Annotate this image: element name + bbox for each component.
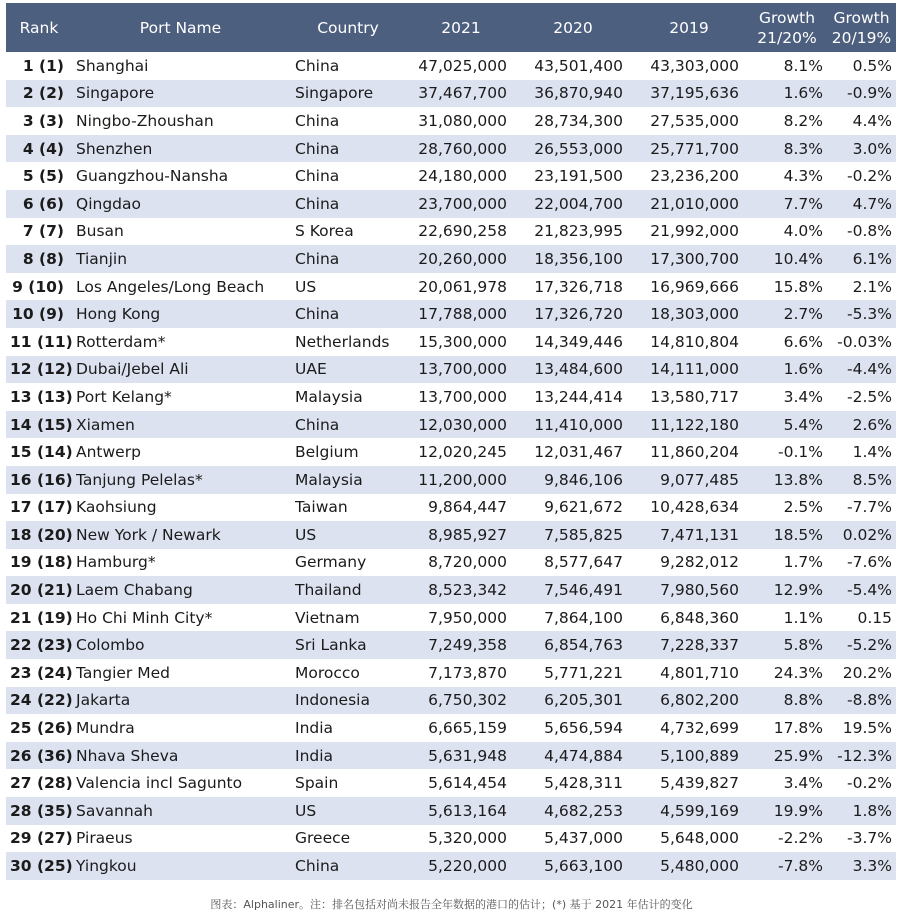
cell-growth-21-20: 12.9%: [773, 581, 823, 600]
cell-growth-20-19: -4.4%: [847, 360, 892, 379]
cell-2020: 18,356,100: [534, 249, 623, 268]
cell-2019: 4,801,710: [660, 663, 739, 682]
cell-growth-21-20: 8.3%: [783, 139, 823, 158]
cell-port-name: Port Kelang*: [76, 387, 172, 406]
table-row: [6, 135, 896, 163]
cell-2020: 17,326,720: [534, 305, 623, 324]
cell-port-name: Guangzhou-Nansha: [76, 167, 229, 186]
cell-growth-20-19: -0.9%: [847, 84, 892, 103]
cell-2019: 4,599,169: [660, 801, 739, 820]
cell-rank: 6 (6): [22, 194, 64, 213]
cell-rank: 9 (10): [12, 277, 64, 296]
cell-port-name: Colombo: [76, 636, 145, 655]
cell-growth-21-20: 15.8%: [773, 277, 823, 296]
cell-country: S Korea: [295, 222, 354, 241]
cell-port-name: Nhava Sheva: [76, 746, 179, 765]
cell-2021: 7,950,000: [428, 608, 507, 627]
cell-growth-20-19: 0.5%: [852, 56, 892, 75]
table-row: [6, 411, 896, 439]
cell-2020: 11,410,000: [534, 415, 623, 434]
cell-2020: 7,546,491: [544, 581, 623, 600]
table-row: [6, 631, 896, 659]
cell-rank: 26 (36): [10, 746, 73, 765]
cell-2019: 5,100,889: [660, 746, 739, 765]
header-growth-21-20: [747, 3, 827, 52]
cell-port-name: Ho Chi Minh City*: [76, 608, 213, 627]
cell-growth-21-20: 24.3%: [773, 663, 823, 682]
cell-2020: 9,621,672: [544, 498, 623, 517]
cell-2021: 20,061,978: [418, 277, 507, 296]
cell-2020: 4,474,884: [544, 746, 623, 765]
cell-growth-20-19: 2.1%: [852, 277, 892, 296]
cell-port-name: Jakarta: [76, 691, 131, 710]
cell-growth-21-20: 4.3%: [783, 167, 823, 186]
cell-port-name: Tangier Med: [76, 663, 170, 682]
header-growth-21-20-line2: 21/20%: [757, 28, 817, 47]
cell-rank: 16 (16): [10, 470, 73, 489]
cell-2019: 9,077,485: [660, 470, 739, 489]
cell-growth-20-19: 20.2%: [842, 663, 892, 682]
cell-growth-21-20: 3.4%: [783, 774, 823, 793]
cell-country: Greece: [295, 829, 351, 848]
cell-2019: 5,439,827: [660, 774, 739, 793]
cell-2020: 7,585,825: [544, 525, 623, 544]
table-body: [6, 52, 896, 880]
cell-port-name: Xiamen: [76, 415, 135, 434]
header-port-name: Port Name: [139, 18, 222, 37]
cell-growth-21-20: 3.4%: [783, 387, 823, 406]
cell-growth-20-19: 1.4%: [852, 443, 892, 462]
cell-country: China: [295, 139, 340, 158]
cell-2019: 11,860,204: [650, 443, 739, 462]
cell-growth-20-19: -8.8%: [847, 691, 892, 710]
table-row: [6, 852, 896, 880]
cell-2019: 9,282,012: [660, 553, 739, 572]
cell-port-name: Ningbo-Zhoushan: [76, 111, 214, 130]
cell-country: China: [295, 167, 340, 186]
cell-growth-20-19: 19.5%: [842, 719, 892, 738]
cell-growth-21-20: 18.5%: [773, 525, 823, 544]
header-2021: 2021: [441, 18, 481, 37]
cell-2021: 22,690,258: [418, 222, 507, 241]
cell-port-name: Piraeus: [76, 829, 133, 848]
cell-port-name: Qingdao: [76, 194, 141, 213]
cell-growth-21-20: 10.4%: [773, 249, 823, 268]
table-row: [6, 604, 896, 632]
cell-growth-20-19: -7.6%: [847, 553, 892, 572]
cell-2020: 13,244,414: [534, 387, 623, 406]
cell-growth-21-20: 7.7%: [783, 194, 823, 213]
cell-port-name: Laem Chabang: [76, 581, 193, 600]
cell-growth-20-19: -0.03%: [837, 332, 892, 351]
cell-growth-20-19: -2.5%: [847, 387, 892, 406]
cell-country: China: [295, 305, 340, 324]
cell-2021: 24,180,000: [418, 167, 507, 186]
cell-rank: 30 (25): [10, 857, 73, 876]
cell-2021: 37,467,700: [418, 84, 507, 103]
cell-port-name: Tianjin: [76, 249, 128, 268]
cell-growth-20-19: 8.5%: [852, 470, 892, 489]
header-row: [6, 3, 896, 52]
table-row: [6, 162, 896, 190]
cell-2020: 43,501,400: [534, 56, 623, 75]
cell-rank: 24 (22): [10, 691, 73, 710]
cell-2021: 6,750,302: [428, 691, 507, 710]
table-row: [6, 687, 896, 715]
table-row: [6, 300, 896, 328]
table-row: [6, 576, 896, 604]
cell-country: Sri Lanka: [295, 636, 367, 655]
cell-rank: 28 (35): [10, 801, 73, 820]
cell-port-name: New York / Newark: [76, 525, 221, 544]
cell-growth-20-19: -5.4%: [847, 581, 892, 600]
cell-2021: 20,260,000: [418, 249, 507, 268]
cell-2019: 7,228,337: [660, 636, 739, 655]
cell-growth-20-19: -0.8%: [847, 222, 892, 241]
cell-rank: 5 (5): [22, 167, 64, 186]
cell-2021: 28,760,000: [418, 139, 507, 158]
table-row: [6, 466, 896, 494]
cell-growth-21-20: 4.0%: [783, 222, 823, 241]
cell-2019: 21,992,000: [650, 222, 739, 241]
cell-growth-20-19: 0.02%: [842, 525, 892, 544]
cell-growth-21-20: 5.8%: [783, 636, 823, 655]
cell-2019: 10,428,634: [650, 498, 739, 517]
table-header: [6, 3, 896, 52]
cell-2019: 25,771,700: [650, 139, 739, 158]
table-row: [6, 825, 896, 853]
cell-growth-21-20: 19.9%: [773, 801, 823, 820]
table-row: [6, 245, 896, 273]
cell-2020: 28,734,300: [534, 111, 623, 130]
cell-country: China: [295, 111, 340, 130]
cell-2020: 7,864,100: [544, 608, 623, 627]
cell-2019: 7,471,131: [660, 525, 739, 544]
header-growth-20-19-line1: Growth: [833, 8, 890, 27]
cell-2020: 8,577,647: [544, 553, 623, 572]
table-row: [6, 521, 896, 549]
cell-growth-21-20: 13.8%: [773, 470, 823, 489]
cell-growth-21-20: 17.8%: [773, 719, 823, 738]
cell-2021: 6,665,159: [428, 719, 507, 738]
cell-2019: 7,980,560: [660, 581, 739, 600]
cell-2019: 6,848,360: [660, 608, 739, 627]
cell-port-name: Rotterdam*: [76, 332, 166, 351]
cell-rank: 25 (26): [10, 719, 73, 738]
cell-2021: 13,700,000: [418, 387, 507, 406]
cell-2020: 9,846,106: [544, 470, 623, 489]
cell-rank: 23 (24): [10, 663, 73, 682]
cell-2020: 5,663,100: [544, 857, 623, 876]
cell-2020: 12,031,467: [534, 443, 623, 462]
cell-2020: 22,004,700: [534, 194, 623, 213]
header-2019: 2019: [669, 18, 709, 37]
cell-2019: 43,303,000: [650, 56, 739, 75]
cell-2020: 13,484,600: [534, 360, 623, 379]
header-growth-20-19: [827, 3, 896, 52]
cell-rank: 21 (19): [10, 608, 73, 627]
cell-rank: 17 (17): [10, 498, 73, 517]
cell-2019: 13,580,717: [650, 387, 739, 406]
cell-2020: 21,823,995: [534, 222, 623, 241]
cell-growth-20-19: 4.4%: [852, 111, 892, 130]
header-country: Country: [317, 18, 379, 37]
cell-country: Indonesia: [295, 691, 370, 710]
cell-rank: 10 (9): [12, 305, 64, 324]
cell-growth-21-20: -0.1%: [778, 443, 823, 462]
cell-port-name: Hamburg*: [76, 553, 156, 572]
table-row: [6, 218, 896, 246]
cell-country: UAE: [295, 360, 327, 379]
cell-growth-20-19: 3.3%: [852, 857, 892, 876]
cell-rank: 3 (3): [22, 111, 64, 130]
cell-2019: 17,300,700: [650, 249, 739, 268]
cell-2020: 36,870,940: [534, 84, 623, 103]
cell-port-name: Yingkou: [76, 857, 137, 876]
cell-port-name: Los Angeles/Long Beach: [76, 277, 265, 296]
table-row: [6, 438, 896, 466]
cell-growth-20-19: 4.7%: [852, 194, 892, 213]
cell-port-name: Shanghai: [76, 56, 149, 75]
cell-2019: 27,535,000: [650, 111, 739, 130]
cell-rank: 4 (4): [22, 139, 64, 158]
table-row: [6, 742, 896, 770]
cell-rank: 8 (8): [22, 249, 64, 268]
cell-country: Malaysia: [295, 387, 363, 406]
cell-2020: 5,428,311: [544, 774, 623, 793]
cell-2019: 11,122,180: [650, 415, 739, 434]
cell-growth-20-19: 3.0%: [852, 139, 892, 158]
cell-port-name: Shenzhen: [76, 139, 153, 158]
port-ranking-table: [6, 3, 896, 880]
cell-growth-20-19: 2.6%: [852, 415, 892, 434]
cell-2020: 6,854,763: [544, 636, 623, 655]
cell-growth-21-20: 2.5%: [783, 498, 823, 517]
cell-growth-21-20: 1.1%: [783, 608, 823, 627]
cell-port-name: Savannah: [76, 801, 153, 820]
cell-growth-20-19: 6.1%: [852, 249, 892, 268]
cell-2021: 12,020,245: [418, 443, 507, 462]
cell-country: Netherlands: [295, 332, 390, 351]
cell-2021: 31,080,000: [418, 111, 507, 130]
cell-2019: 14,810,804: [650, 332, 739, 351]
cell-2021: 5,631,948: [428, 746, 507, 765]
cell-2020: 4,682,253: [544, 801, 623, 820]
cell-rank: 2 (2): [22, 84, 64, 103]
cell-growth-21-20: 6.6%: [783, 332, 823, 351]
cell-2019: 14,111,000: [650, 360, 739, 379]
cell-rank: 13 (13): [10, 387, 73, 406]
cell-2019: 23,236,200: [650, 167, 739, 186]
cell-2021: 8,720,000: [428, 553, 507, 572]
cell-2020: 23,191,500: [534, 167, 623, 186]
cell-growth-21-20: 1.7%: [783, 553, 823, 572]
cell-country: Belgium: [295, 443, 359, 462]
cell-2020: 5,771,221: [544, 663, 623, 682]
cell-rank: 7 (7): [22, 222, 64, 241]
cell-2020: 17,326,718: [534, 277, 623, 296]
header-growth-20-19-line2: 20/19%: [831, 28, 892, 47]
cell-port-name: Dubai/Jebel Ali: [76, 360, 189, 379]
table-row: [6, 80, 896, 108]
cell-country: US: [295, 277, 317, 296]
cell-2019: 37,195,636: [650, 84, 739, 103]
cell-2019: 5,648,000: [660, 829, 739, 848]
cell-country: Singapore: [295, 84, 374, 103]
table-row: [6, 52, 896, 80]
cell-country: Spain: [295, 774, 339, 793]
cell-growth-21-20: 8.2%: [783, 111, 823, 130]
cell-country: US: [295, 801, 317, 820]
cell-port-name: Hong Kong: [76, 305, 161, 324]
table-row: [6, 797, 896, 825]
table-row: [6, 769, 896, 797]
cell-country: China: [295, 249, 340, 268]
cell-2019: 21,010,000: [650, 194, 739, 213]
cell-2019: 18,303,000: [650, 305, 739, 324]
cell-rank: 15 (14): [10, 443, 73, 462]
cell-growth-20-19: -5.2%: [847, 636, 892, 655]
cell-2021: 11,200,000: [418, 470, 507, 489]
cell-rank: 18 (20): [10, 525, 73, 544]
cell-rank: 1 (1): [22, 56, 64, 75]
cell-2021: 13,700,000: [418, 360, 507, 379]
cell-growth-21-20: -7.8%: [778, 857, 823, 876]
cell-rank: 20 (21): [10, 581, 73, 600]
cell-growth-21-20: 2.7%: [783, 305, 823, 324]
cell-2021: 15,300,000: [418, 332, 507, 351]
cell-country: India: [295, 746, 334, 765]
cell-rank: 22 (23): [10, 636, 73, 655]
cell-country: Germany: [295, 553, 367, 572]
table-row: [6, 273, 896, 301]
cell-2021: 5,320,000: [428, 829, 507, 848]
cell-2020: 5,437,000: [544, 829, 623, 848]
cell-2021: 9,864,447: [428, 498, 507, 517]
cell-growth-21-20: 1.6%: [783, 84, 823, 103]
cell-growth-20-19: 0.15: [857, 608, 892, 627]
cell-country: Thailand: [295, 581, 362, 600]
cell-country: China: [295, 56, 340, 75]
header-growth-21-20-line1: Growth: [758, 8, 816, 27]
table-row: [6, 549, 896, 577]
cell-2020: 14,349,446: [534, 332, 623, 351]
cell-port-name: Kaohsiung: [76, 498, 157, 517]
cell-country: Malaysia: [295, 470, 363, 489]
table-row: [6, 659, 896, 687]
cell-country: China: [295, 415, 340, 434]
table-row: [6, 494, 896, 522]
cell-country: China: [295, 857, 340, 876]
cell-port-name: Valencia incl Sagunto: [76, 774, 243, 793]
cell-2020: 5,656,594: [544, 719, 623, 738]
cell-port-name: Busan: [76, 222, 124, 241]
cell-country: Vietnam: [295, 608, 360, 627]
cell-2021: 5,614,454: [428, 774, 507, 793]
cell-2021: 5,613,164: [428, 801, 507, 820]
cell-rank: 14 (15): [10, 415, 73, 434]
cell-2021: 47,025,000: [418, 56, 507, 75]
cell-port-name: Singapore: [76, 84, 155, 103]
table-row: [6, 714, 896, 742]
cell-2019: 16,969,666: [650, 277, 739, 296]
cell-port-name: Mundra: [76, 719, 135, 738]
cell-port-name: Tanjung Pelelas*: [76, 470, 203, 489]
header-rank: Rank: [19, 18, 59, 37]
cell-growth-20-19: -5.3%: [847, 305, 892, 324]
table-row: [6, 383, 896, 411]
cell-growth-20-19: -0.2%: [847, 167, 892, 186]
cell-country: US: [295, 525, 317, 544]
cell-country: Taiwan: [295, 498, 348, 517]
cell-growth-21-20: 25.9%: [773, 746, 823, 765]
cell-2019: 6,802,200: [660, 691, 739, 710]
cell-growth-20-19: 1.8%: [852, 801, 892, 820]
cell-growth-21-20: -2.2%: [778, 829, 823, 848]
cell-2021: 5,220,000: [428, 857, 507, 876]
cell-country: India: [295, 719, 334, 738]
cell-rank: 11 (11): [10, 332, 73, 351]
cell-2020: 6,205,301: [544, 691, 623, 710]
table-row: [6, 190, 896, 218]
cell-growth-21-20: 5.4%: [783, 415, 823, 434]
cell-2021: 7,173,870: [428, 663, 507, 682]
cell-growth-20-19: -12.3%: [837, 746, 892, 765]
header-2020: 2020: [553, 18, 593, 37]
cell-2021: 23,700,000: [418, 194, 507, 213]
cell-2021: 17,788,000: [418, 305, 507, 324]
cell-rank: 19 (18): [10, 553, 73, 572]
cell-2019: 5,480,000: [660, 857, 739, 876]
cell-growth-21-20: 1.6%: [783, 360, 823, 379]
cell-rank: 29 (27): [10, 829, 73, 848]
cell-growth-20-19: -7.7%: [847, 498, 892, 517]
cell-rank: 12 (12): [10, 360, 73, 379]
cell-2021: 7,249,358: [428, 636, 507, 655]
cell-growth-21-20: 8.8%: [783, 691, 823, 710]
cell-growth-20-19: -0.2%: [847, 774, 892, 793]
cell-2021: 8,985,927: [428, 525, 507, 544]
table-row: [6, 356, 896, 384]
cell-2019: 4,732,699: [660, 719, 739, 738]
cell-growth-20-19: -3.7%: [847, 829, 892, 848]
cell-growth-21-20: 8.1%: [783, 56, 823, 75]
cell-2021: 12,030,000: [418, 415, 507, 434]
table-row: [6, 107, 896, 135]
cell-port-name: Antwerp: [76, 443, 141, 462]
cell-country: China: [295, 194, 340, 213]
cell-country: Morocco: [295, 663, 360, 682]
caption: 图表：Alphaliner。注：排名包括对尚未报告全年数据的港口的估计；(*) 基于 2021 年估计的变化: [210, 898, 693, 911]
table-row: [6, 328, 896, 356]
cell-2020: 26,553,000: [534, 139, 623, 158]
cell-2021: 8,523,342: [428, 581, 507, 600]
cell-rank: 27 (28): [10, 774, 73, 793]
